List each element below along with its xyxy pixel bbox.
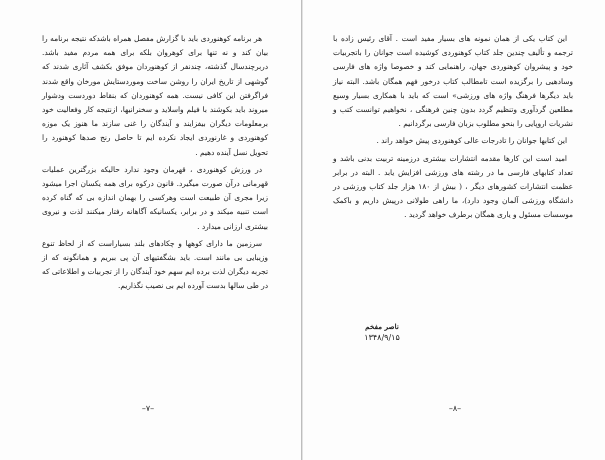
left-page-body	[42, 32, 268, 297]
page-number: –۷–	[141, 404, 155, 413]
signature-block	[337, 322, 427, 342]
paragraph: در ورزش کوهنوردی ، قهرمان وجود ندارد حالیکه بزرگترین عملیات قهرمانی درآن صورت میگیرد. قانون درکوه برای همه یکسان اجرا میشود زیرا مجری آن طبیعت است وهرکسی را بهمان اندازه بی که گناه کرده است تنبیه میکند و در برابر، یکسانیکه آگاهانه رفتار میکنند لذت و نیروی بیشتری ارزانی میدارد .	[42, 164, 268, 231]
right-page	[302, 0, 605, 460]
paragraph: این کتاب یکی از همان نمونه های بسیار مفید است . آقای رئیس زاده با ترجمه و تألیف چندین جلد کتاب کوهنوردی کوشیده است جوانان را باتجربیات خود و پیشروان کوهنوردی جهان، راهنمایی کند و خصوصا واژه های فارسی وسادهیی را برگزیده است تامطالب کتاب درخور فهم همگان باشد. البته نیاز باید دیگرها فرهنگ واژه های ورزشی» است که باید با همکاری بسیار وسیع مطلعین گردآوری وتنظیم گردد بدون چنین فرهنگی ، نخواهیم توانست کتب و نشریات اروپایی را بنحو مطلوب بزبان فارسی برگردانیم .	[333, 34, 573, 129]
left-page	[0, 0, 302, 460]
page-number: –۸–	[448, 404, 462, 413]
right-page-body	[333, 32, 573, 226]
signature-name: ناصر مفخم	[365, 322, 399, 331]
paragraph: امید است این کارها مقدمه انتشارات بیشتری درزمینه تربیت بدنی باشد و تعداد کتابهای فارسی ما در رشته های ورزشی افزایش یابد . البته در برابر عظمت انتشارات کشورهای دیگر ، ( بیش از ۱۸۰ هزار جلد کتاب ورزشی در دانشگاه ورزشی آلمان وجود دارد)، ما راهی طولانی درپیش داریم و باکمک موسسات مسئول و یاری همگان برطرف خواهد گردید .	[333, 153, 573, 220]
paragraph: این کتابها جوانان را تادرجات عالی کوهنوردی پیش خواهد راند .	[376, 136, 567, 146]
paragraph: هر برنامه کوهنوردی باید با گزارش مفصل همراه باشدکه نتیجه برنامه را بیان کند و نه تنها برای کوهروان بلکه برای همه مردم مفید باشد. دربرچندسال گذشته، چندنفر از کوهنوردان موفق بکشف آثاری شدند که گوشهی از تاریخ ایران را روشن ساخت وموردستایش مورخان واقع شدند فراگرفتن این کافی نیست. همه کوهنوردان که بنقاط دوردست ودشوار میروند باید بکوشند با فیلم واسلاید و سخنرانیها، ازنتیجه کار وفعالیت خود برمعلومات دیگران بیفزایند و آیندگان را غنی سازند ما هنوز یک موزه کوهنوردی و غارنوردی ایجاد نکرده ایم تا حاصل رنج صدها کوهنورد را تحویل نسل آینده دهیم .	[42, 34, 268, 157]
signature-date: ۱۳۴۸/۹/۱۵	[364, 333, 400, 342]
paragraph: سرزمین ما دارای کوهها و چکادهای بلند بسیاراست که از لحاظ تنوع وزیبایی بی مانند است. باید بشگفتیهای آن پی ببریم و همانگونه که از تجربه دیگران لذت برده ایم سهم خود آیندگان را از تجربیات و اطلاعاتی که در طی سالها بدست آورده ایم بی نصیب نگذاریم.	[42, 238, 268, 291]
